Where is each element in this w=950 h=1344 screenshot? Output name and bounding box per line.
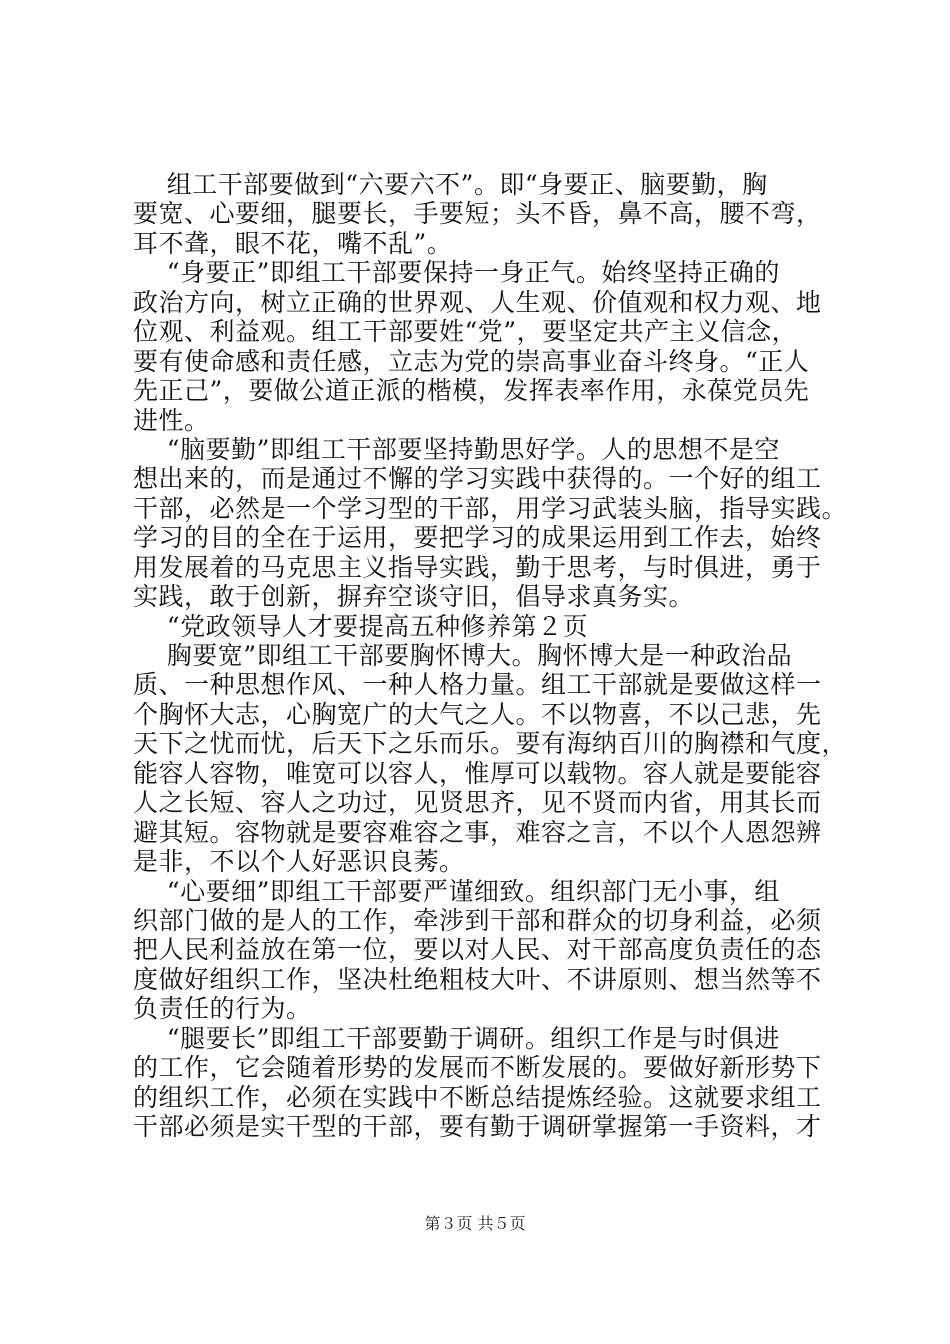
text-line: 实践，敢于创新，摒弃空谈守旧，倡导求真务实。 [133, 582, 695, 612]
text-line: 度做好组织工作，坚决杜绝粗枝大叶、不讲原则、想当然等不 [133, 964, 822, 994]
text-line: 要宽、心要细，腿要长，手要短；头不昏，鼻不高，腰不弯， [133, 199, 822, 229]
text-line: 学习的目的全在于运用，要把学习的成果运用到工作去，始终 [133, 523, 822, 553]
text-line: 进性。 [133, 405, 210, 435]
document-body [133, 170, 848, 1141]
text-line: 人之长短、容人之功过，见贤思齐，见不贤而内省，用其长而 [133, 788, 822, 818]
text-line: 把人民利益放在第一位，要以对人民、对干部高度负责任的态 [133, 935, 822, 965]
text-line: “腿要长”即组工干部要勤于调研。组织工作是与时俱进 [133, 1023, 780, 1053]
text-line: 干部，必然是一个学习型的干部，用学习武装头脑，指导实践。 [133, 493, 848, 523]
text-line: 能容人容物，唯宽可以容人，惟厚可以载物。容人就是要能容 [133, 758, 822, 788]
text-line: 用发展着的马克思主义指导实践，勤于思考，与时俱进，勇于 [133, 552, 822, 582]
text-line: 位观、利益观。组工干部要姓“党”，要坚定共产主义信念， [133, 317, 798, 347]
text-line: 要有使命感和责任感，立志为党的崇高事业奋斗终身。“正人 [133, 346, 810, 376]
text-line: 干部必须是实干型的干部，要有勤于调研掌握第一手资料，才 [133, 1112, 822, 1141]
text-line: 耳不聋，眼不花，嘴不乱”。 [133, 228, 453, 258]
text-line: 负责任的行为。 [133, 994, 312, 1024]
text-line: “党政领导人才要提高五种修养第２页 [133, 611, 589, 641]
text-line: 个胸怀大志，心胸宽广的大气之人。不以物喜，不以己悲，先 [133, 699, 822, 729]
text-line: 胸要宽”即组工干部要胸怀博大。胸怀博大是一种政治品 [133, 641, 793, 670]
text-line: 避其短。容物就是要容难容之事，难容之言，不以个人恩怨辨 [133, 817, 822, 847]
text-line: 是非，不以个人好恶识良莠。 [133, 847, 465, 877]
text-line: 天下之忧而忧，后天下之乐而乐。要有海纳百川的胸襟和气度， [133, 729, 848, 759]
text-line: 织部门做的是人的工作，牵涉到干部和群众的切身利益，必须 [133, 905, 822, 935]
text-line: “心要细”即组工干部要严谨细致。组织部门无小事，组 [133, 876, 780, 906]
text-line: 先正己”，要做公道正派的楷模，发挥表率作用，永葆党员先 [133, 376, 810, 406]
text-line: 的工作，它会随着形势的发展而不断发展的。要做好新形势下 [133, 1053, 822, 1083]
text-line: 想出来的，而是通过不懈的学习实践中获得的。一个好的组工 [133, 464, 822, 494]
text-line: “脑要勤”即组工干部要坚持勤思好学。人的思想不是空 [133, 434, 780, 464]
text-line: 组工干部要做到“六要六不”。即“身要正、脑要勤，胸 [133, 170, 768, 199]
text-line: 质、一种思想作风、一种人格力量。组工干部就是要做这样一 [133, 670, 822, 700]
page-footer: 第３页 共５页 [424, 1214, 526, 1233]
text-line: 政治方向，树立正确的世界观、人生观、价值观和权力观、地 [133, 287, 822, 317]
text-line: 的组织工作，必须在实践中不断总结提炼经验。这就要求组工 [133, 1082, 822, 1112]
text-line: “身要正”即组工干部要保持一身正气。始终坚持正确的 [133, 258, 780, 288]
